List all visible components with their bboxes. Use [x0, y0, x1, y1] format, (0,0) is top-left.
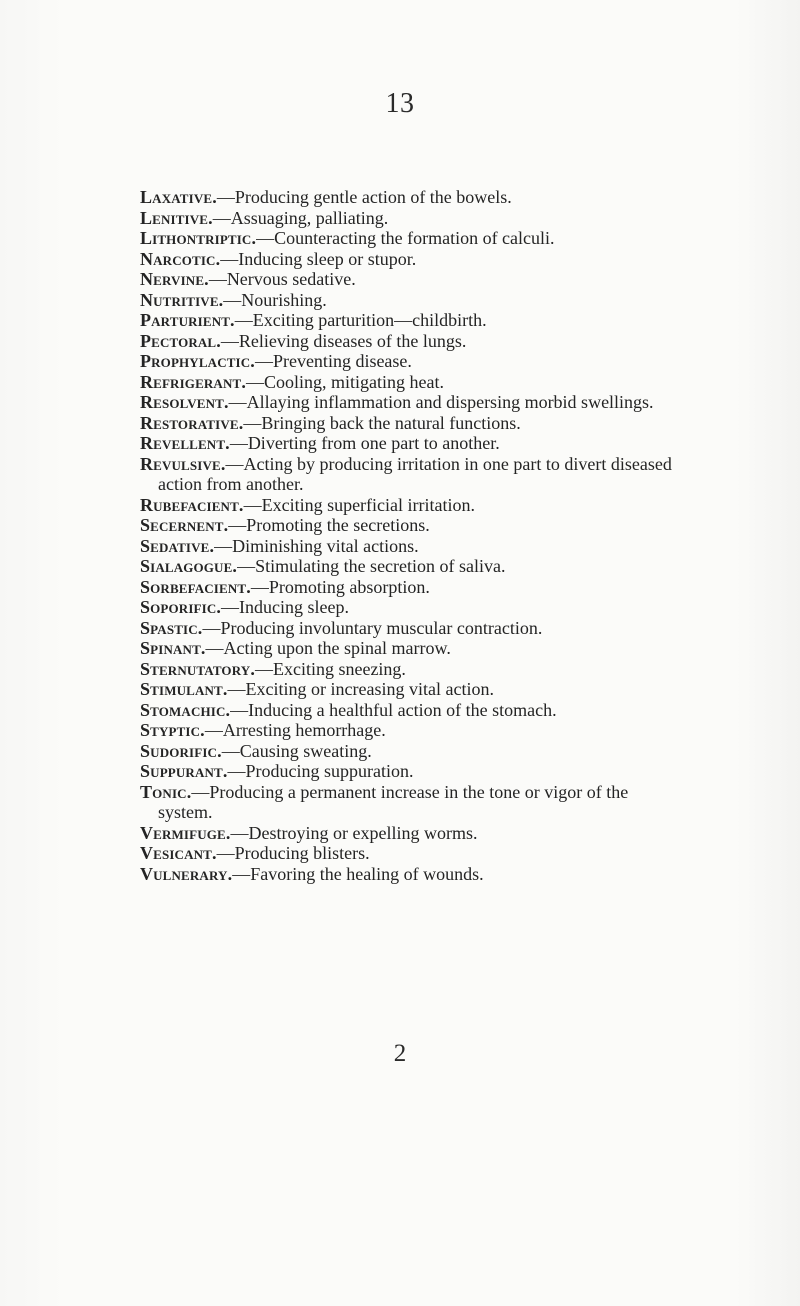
entry-definition: Destroying or expelling worms. [248, 822, 478, 843]
entry-definition: Diverting from one part to another. [247, 433, 500, 453]
em-dash: — [245, 371, 264, 392]
entry-term: Lenitive. [140, 207, 213, 228]
entry-definition: Promoting the secretions. [246, 515, 430, 535]
em-dash: — [216, 187, 235, 207]
em-dash: — [202, 617, 221, 638]
entry-definition: Producing blisters. [234, 843, 370, 863]
entry-term: Vulnerary. [140, 863, 233, 884]
entry-term: Nutritive. [140, 289, 224, 310]
entry-term: Pectoral. [140, 330, 221, 351]
em-dash: — [243, 494, 262, 515]
em-dash: — [254, 658, 273, 679]
entry-term: Vesicant. [140, 843, 217, 863]
em-dash: — [221, 740, 240, 761]
glossary-entry [140, 700, 672, 721]
glossary-entry [140, 187, 672, 208]
em-dash: — [230, 822, 249, 843]
em-dash: — [232, 863, 251, 884]
entry-definition: Inducing a healthful action of the stomach. [248, 699, 557, 720]
em-dash: — [223, 289, 242, 310]
page-number: 13 [385, 88, 415, 119]
entry-definition: Acting upon the spinal marrow. [223, 638, 451, 658]
glossary-entry [140, 495, 672, 516]
glossary-entry [140, 310, 672, 331]
em-dash: — [220, 248, 239, 269]
entry-term: Laxative. [140, 187, 217, 207]
entry-definition: Producing gentle action of the bowels. [234, 187, 512, 207]
em-dash: — [204, 720, 223, 740]
entry-definition: Allaying inflammation and dispersing morbid swellings. [246, 392, 654, 412]
entry-term: Sorbefacient. [140, 576, 251, 597]
entry-term: Suppurant. [140, 761, 228, 781]
entry-term: Vermifuge. [140, 822, 231, 843]
glossary-entry [140, 577, 672, 598]
entry-definition: Assuaging, palliating. [230, 207, 389, 228]
entry-term: Sialagogue. [140, 556, 238, 576]
entry-definition: Exciting superficial irritation. [261, 494, 476, 515]
glossary-entry [140, 269, 672, 290]
entry-term: Prophylactic. [140, 351, 255, 371]
entry-term: Sternutatory. [140, 658, 255, 679]
glossary-entry [140, 351, 672, 372]
entry-term: Lithontriptic. [140, 228, 257, 248]
glossary-entry [140, 597, 672, 618]
glossary-entry [140, 843, 672, 864]
entry-definition: Counteracting the formation of calculi. [274, 228, 555, 248]
em-dash: — [225, 453, 244, 474]
entry-definition: Preventing disease. [272, 351, 412, 371]
glossary-entry [140, 638, 672, 659]
glossary-entry [140, 618, 672, 639]
glossary-entry [140, 392, 672, 413]
glossary-entry [140, 556, 672, 577]
em-dash: — [254, 351, 273, 371]
em-dash: — [221, 597, 240, 617]
em-dash: — [214, 535, 233, 556]
em-dash: — [243, 412, 262, 433]
em-dash: — [205, 638, 224, 658]
glossary-entry [140, 782, 672, 823]
entry-definition: Exciting sneezing. [272, 658, 406, 679]
entry-term: Sedative. [140, 535, 215, 556]
entry-term: Stomachic. [140, 699, 231, 720]
em-dash: — [216, 843, 235, 863]
em-dash: — [230, 699, 249, 720]
entry-definition: Relieving diseases of the lungs. [238, 330, 467, 351]
glossary-entry [140, 208, 672, 229]
glossary-entry [140, 741, 672, 762]
em-dash: — [227, 679, 246, 699]
em-dash: — [237, 556, 256, 576]
entry-term: Refrigerant. [140, 371, 246, 392]
entry-term: Tonic. [140, 781, 192, 802]
glossary-entry [140, 372, 672, 393]
glossary-entry [140, 823, 672, 844]
em-dash: — [208, 269, 227, 289]
glossary-entry [140, 228, 672, 249]
entry-definition: Diminishing vital actions. [232, 535, 419, 556]
glossary-entry [140, 331, 672, 352]
em-dash: — [220, 330, 239, 351]
entry-definition: Stimulating the secretion of saliva. [255, 556, 506, 576]
em-dash: — [191, 781, 210, 802]
entry-definition: Causing sweating. [239, 740, 372, 761]
entry-term: Restorative. [140, 412, 244, 433]
em-dash: — [229, 433, 248, 453]
entry-term: Styptic. [140, 720, 205, 740]
entry-definition: Favoring the healing of wounds. [250, 863, 484, 884]
em-dash: — [250, 576, 269, 597]
entry-term: Revellent. [140, 433, 230, 453]
glossary-entry [140, 679, 672, 700]
entry-definition: Acting by producing irritation in one part to divert diseased action from another. [158, 453, 672, 494]
glossary-entry [140, 761, 672, 782]
entry-definition: Exciting parturition—childbirth. [252, 310, 487, 330]
entry-term: Revulsive. [140, 453, 226, 474]
entry-term: Soporific. [140, 597, 222, 617]
entry-term: Sudorific. [140, 740, 222, 761]
entry-term: Parturient. [140, 310, 235, 330]
glossary-entry [140, 433, 672, 454]
entry-definition: Inducing sleep. [239, 597, 349, 617]
em-dash: — [234, 310, 253, 330]
entry-definition: Producing a permanent increase in the tone or vigor of the system. [158, 781, 629, 822]
entry-definition: Exciting or increasing vital action. [245, 679, 494, 699]
entry-definition: Inducing sleep or stupor. [238, 248, 417, 269]
em-dash: — [256, 228, 275, 248]
entry-term: Stimulant. [140, 679, 228, 699]
em-dash: — [227, 761, 246, 781]
entry-term: Narcotic. [140, 248, 221, 269]
entry-term: Nervine. [140, 269, 209, 289]
entry-term: Resolvent. [140, 392, 229, 412]
em-dash: — [228, 392, 247, 412]
em-dash: — [212, 207, 231, 228]
glossary-entry [140, 249, 672, 270]
glossary-entry [140, 659, 672, 680]
glossary-entry [140, 413, 672, 434]
entry-definition: Promoting absorption. [268, 576, 430, 597]
entry-definition: Cooling, mitigating heat. [263, 371, 444, 392]
glossary-entry [140, 515, 672, 536]
entry-definition: Nervous sedative. [226, 269, 356, 289]
glossary-entry [140, 536, 672, 557]
glossary-entry [140, 454, 672, 495]
glossary-entry [140, 720, 672, 741]
entry-definition: Producing involuntary muscular contraction. [220, 617, 543, 638]
entry-definition: Nourishing. [241, 289, 327, 310]
entry-term: Spastic. [140, 617, 203, 638]
glossary-entry [140, 864, 672, 885]
entry-definition: Bringing back the natural functions. [261, 412, 521, 433]
glossary-list [140, 187, 672, 884]
entry-term: Spinant. [140, 638, 206, 658]
entry-definition: Producing suppuration. [245, 761, 414, 781]
entry-definition: Arresting hemorrhage. [222, 720, 386, 740]
em-dash: — [228, 515, 247, 535]
footer-signature-number: 2 [393, 1040, 407, 1067]
entry-term: Secernent. [140, 515, 229, 535]
entry-term: Rubefacient. [140, 494, 244, 515]
glossary-entry [140, 290, 672, 311]
